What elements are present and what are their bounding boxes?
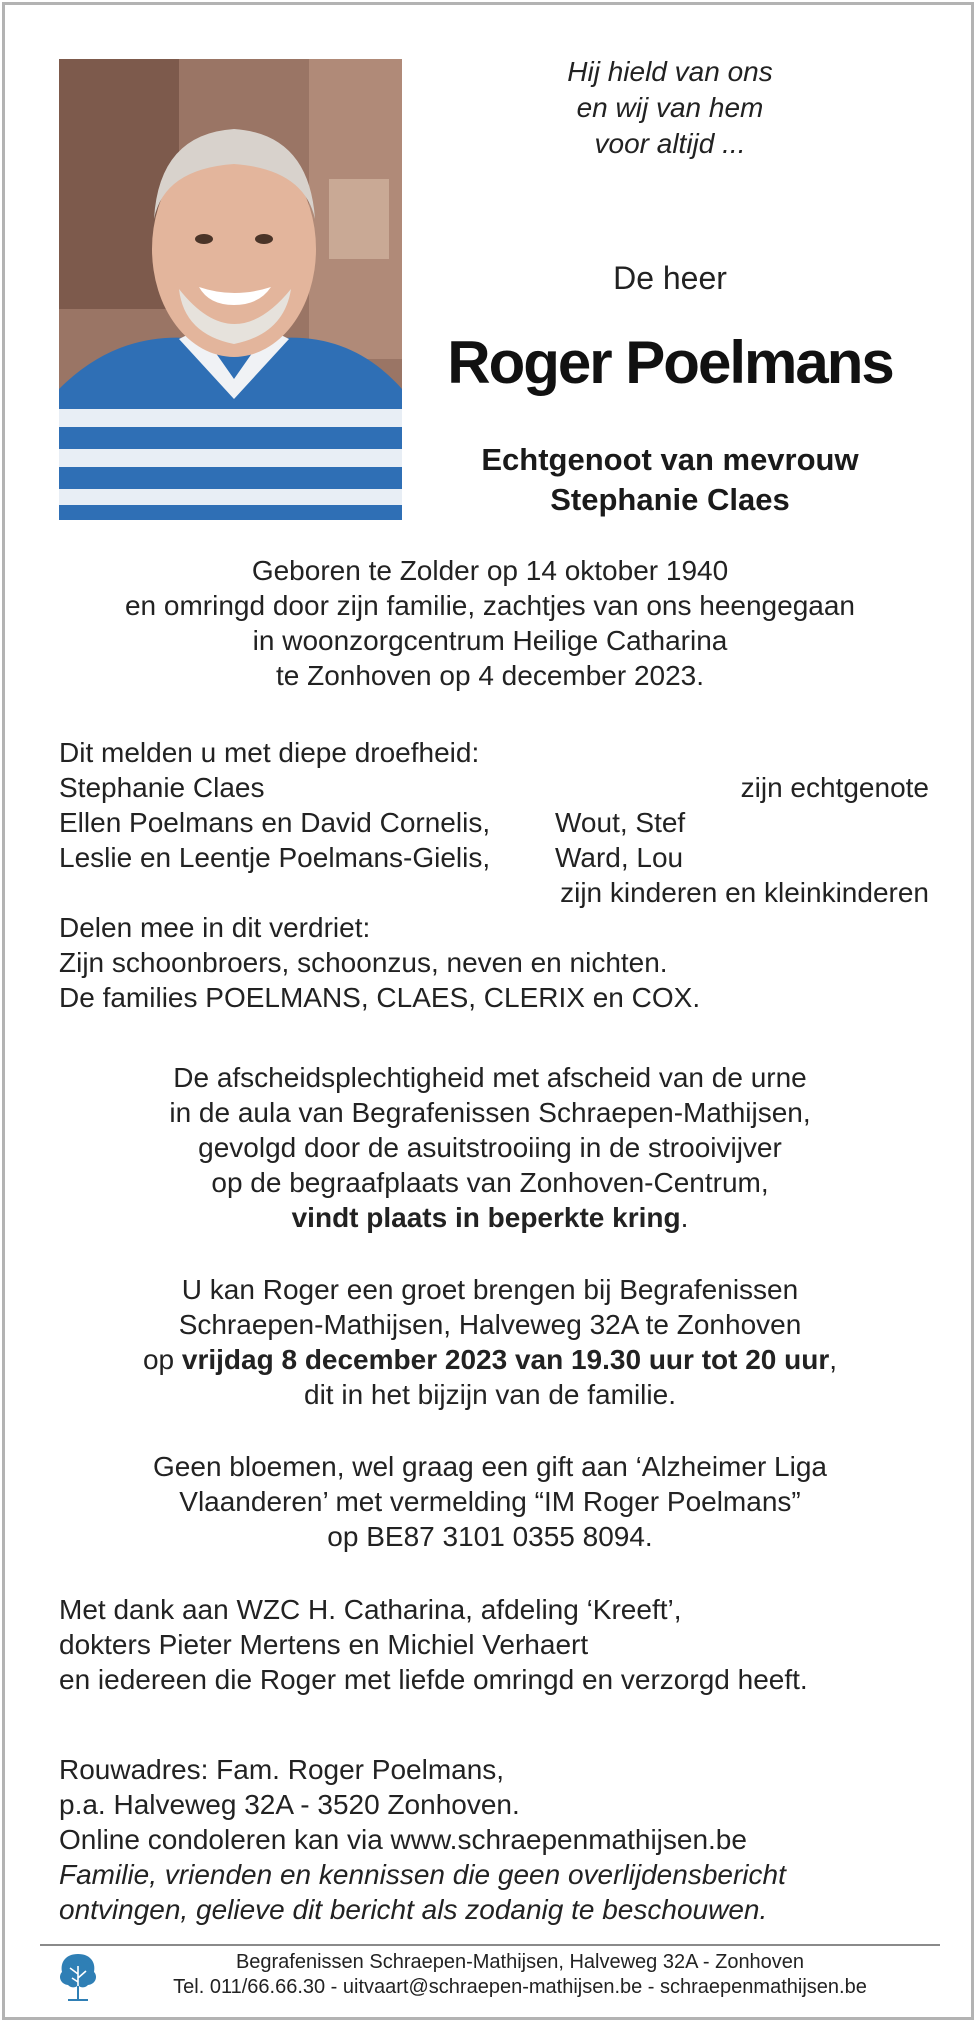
motto: [470, 54, 870, 162]
child-name: Leslie en Leentje Poelmans-Gielis,: [59, 842, 491, 873]
ceremony-line: gevolgd door de asuitstrooiing in de strooivijver: [198, 1132, 782, 1163]
address-line: Rouwadres: Fam. Roger Poelmans,: [59, 1754, 505, 1785]
donation-line: op BE87 3101 0355 8094.: [327, 1521, 653, 1552]
ceremony-line: De afscheidsplechtigheid met afscheid van de urne: [173, 1062, 807, 1093]
visit-line: Schraepen-Mathijsen, Halveweg 32A te Zonhoven: [178, 1309, 802, 1340]
visit-line: U kan Roger een groet brengen bij Begrafenissen: [181, 1274, 799, 1305]
donation-details: [40, 1449, 940, 1554]
donation-line: Vlaanderen’ met vermelding “IM Roger Poelmans”: [179, 1486, 801, 1517]
birth-line: in woonzorgcentrum Heilige Catharina: [252, 625, 728, 656]
footer-line: Tel. 011/66.66.30 - uitvaart@schraepen-mathijsen.be - schraepenmathijsen.be: [173, 1976, 867, 1998]
donation-line: Geen bloemen, wel graag een gift aan ‘Alzheimer Liga: [153, 1451, 827, 1482]
thanks-section: [59, 1592, 929, 1697]
share-line: Zijn schoonbroers, schoonzus, neven en nichten.: [59, 947, 668, 978]
grandchildren-names: Ward, Lou: [555, 842, 684, 873]
birth-line: en omringd door zijn familie, zachtjes van ons heengegaan: [124, 590, 855, 621]
motto-line: voor altijd ...: [594, 128, 746, 159]
spouse-line: Echtgenoot van mevrouw: [481, 442, 859, 477]
ceremony-end: .: [680, 1202, 689, 1233]
birth-line: te Zonhoven op 4 december 2023.: [275, 660, 705, 691]
ceremony-line: [40, 1200, 940, 1235]
grandchildren-names: Wout, Stef: [555, 807, 686, 838]
ceremony-line: op de begraafplaats van Zonhoven-Centrum,: [211, 1167, 769, 1198]
birth-details: [40, 553, 940, 693]
notice-line: ontvingen, gelieve dit bericht als zodanig te beschouwen.: [59, 1894, 768, 1925]
portrait-photo: [59, 59, 402, 520]
spouse-name: Stephanie Claes: [59, 772, 265, 803]
footer-contact: [100, 1950, 940, 2000]
thanks-line: Met dank aan WZC H. Catharina, afdeling ‘Kreeft’,: [59, 1594, 682, 1625]
deceased-name: Roger Poelmans: [447, 329, 893, 396]
visit-line: [40, 1342, 940, 1377]
motto-line: Hij hield van ons: [567, 56, 773, 87]
thanks-line: dokters Pieter Mertens en Michiel Verhaert: [59, 1629, 589, 1660]
child-name: Ellen Poelmans en David Cornelis,: [59, 807, 491, 838]
address-line: Online condoleren kan via www.schraepenmathijsen.be: [59, 1824, 747, 1855]
share-line: De families POELMANS, CLAES, CLERIX en COX.: [59, 982, 701, 1013]
notice-line: Familie, vrienden en kennissen die geen overlijdensbericht: [59, 1859, 786, 1890]
motto-line: en wij van hem: [576, 92, 764, 123]
honorific: De heer: [613, 260, 727, 296]
family-row: [59, 875, 929, 910]
family-intro: Dit melden u met diepe droefheid:: [59, 737, 480, 768]
visit-line: dit in het bijzijn van de familie.: [304, 1379, 676, 1410]
spouse-role: zijn echtgenote: [740, 772, 929, 803]
family-row: [59, 770, 929, 805]
ceremony-line: in de aula van Begrafenissen Schraepen-Mathijsen,: [169, 1097, 811, 1128]
family-row: [59, 840, 929, 875]
address-section: [59, 1752, 929, 1927]
tree-logo-icon: [56, 1952, 100, 2002]
address-line: p.a. Halveweg 32A - 3520 Zonhoven.: [59, 1789, 520, 1820]
ceremony-emphasis: vindt plaats in beperkte kring: [291, 1202, 681, 1233]
spouse-heading: [430, 440, 910, 520]
thanks-line: en iedereen die Roger met liefde omringd en verzorgd heeft.: [59, 1664, 808, 1695]
children-role: zijn kinderen en kleinkinderen: [560, 877, 929, 908]
visit-pre: op: [142, 1344, 182, 1375]
footer-line: Begrafenissen Schraepen-Mathijsen, Halveweg 32A - Zonhoven: [235, 1951, 805, 1973]
visit-post: ,: [829, 1344, 838, 1375]
birth-line: Geboren te Zolder op 14 oktober 1940: [251, 555, 729, 586]
family-row: [59, 805, 929, 840]
visit-date: vrijdag 8 december 2023 van 19.30 uur tot 20 uur: [181, 1344, 830, 1375]
footer-divider: [40, 1944, 940, 1946]
family-list: [59, 735, 929, 1015]
share-intro: Delen mee in dit verdriet:: [59, 912, 371, 943]
spouse-line: Stephanie Claes: [550, 482, 790, 517]
ceremony-details: [40, 1060, 940, 1235]
visit-details: [40, 1272, 940, 1412]
